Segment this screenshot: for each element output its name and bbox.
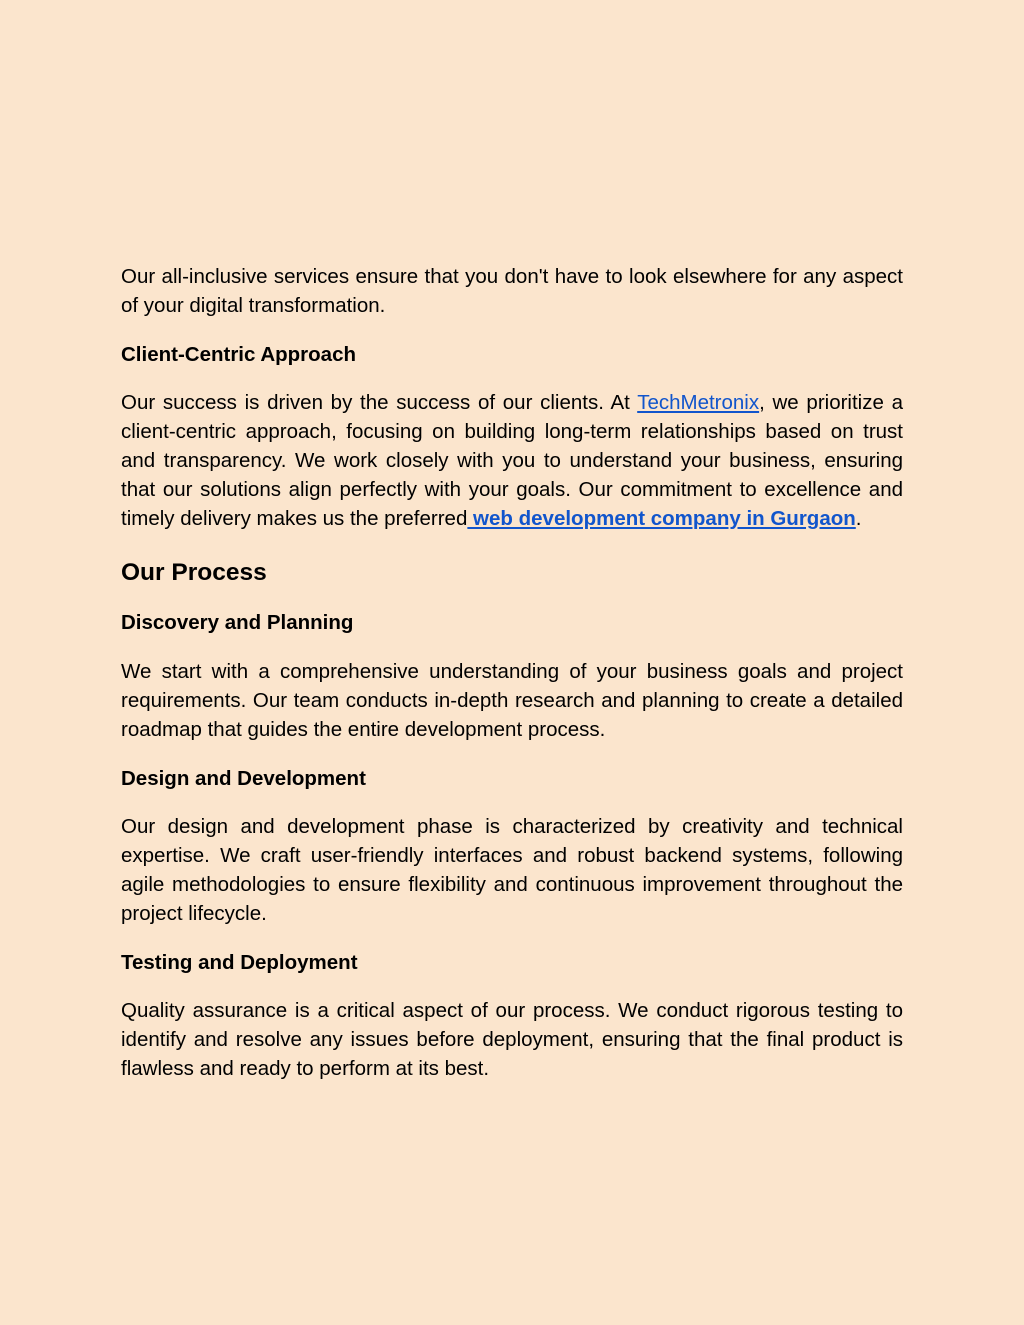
client-centric-heading: Client-Centric Approach (121, 342, 357, 366)
intro-paragraph: Our all-inclusive services ensure that you don't have to look elsewhere for any aspect of your digital transformation. (121, 265, 903, 317)
our-process-heading: Our Process (121, 559, 267, 587)
client-centric-paragraph (121, 389, 903, 533)
client-centric-text-middle: , we prioritize a client-centric approach, focusing on building long-term relationships based on trust and transparency. We work closely with you to understand your business, ensuring that our solutions align perfectly with your goals. Our commitment to excellence and timely delivery makes us the preferred (121, 391, 903, 530)
client-centric-text-start: Our success is driven by the success of our clients. At (121, 391, 638, 415)
web-development-company-link[interactable]: web development company in Gurgaon (467, 506, 856, 530)
design-development-heading: Design and Development (121, 766, 366, 790)
testing-deployment-paragraph: Quality assurance is a critical aspect of our process. We conduct rigorous testing to identify and resolve any issues before deployment, ensuring that the final product is flawless and ready to perform at its best. (121, 999, 903, 1080)
design-development-paragraph: Our design and development phase is characterized by creativity and technical expertise. We craft user-friendly interfaces and robust backend systems, following agile methodologies to ensure flexibility and continuous improvement throughout the project lifecycle. (121, 815, 903, 925)
techmetronix-link[interactable]: TechMetronix (637, 391, 760, 415)
client-centric-text-end: . (855, 506, 862, 530)
testing-deployment-heading: Testing and Deployment (121, 950, 358, 974)
discovery-planning-paragraph: We start with a comprehensive understanding of your business goals and project requirements. Our team conducts in-depth research and planning to create a detailed roadmap that guides the entire development process. (121, 660, 903, 741)
discovery-planning-heading: Discovery and Planning (121, 611, 354, 635)
